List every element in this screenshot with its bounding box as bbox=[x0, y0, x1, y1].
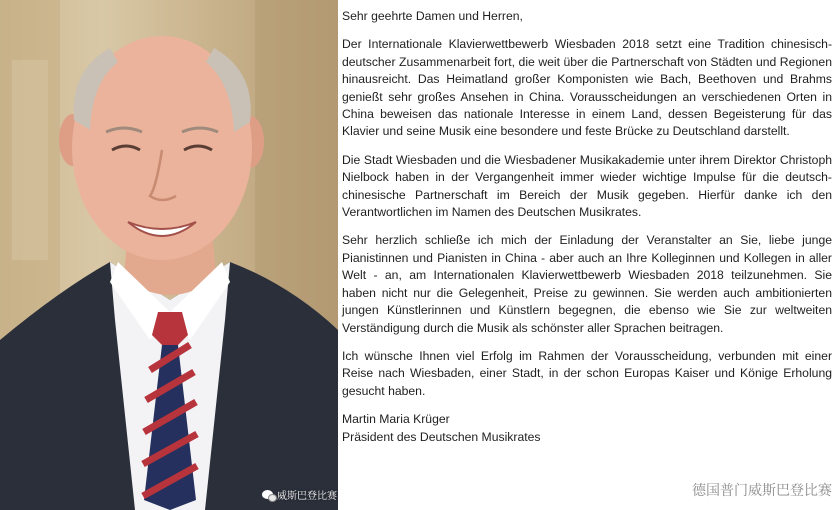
portrait-photo bbox=[0, 0, 338, 510]
signature-name: Martin Maria Krüger bbox=[342, 412, 450, 427]
letter-salutation: Sehr geehrte Damen und Herren, bbox=[342, 9, 523, 23]
wechat-icon bbox=[262, 490, 273, 499]
watermark-left bbox=[262, 487, 337, 502]
signature-title: Präsident des Deutschen Musikrates bbox=[342, 429, 541, 444]
signature-block bbox=[342, 411, 832, 446]
watermark-left-text: 威斯巴登比赛 bbox=[277, 491, 337, 502]
letter-paragraph-1: Der Internationale Klavierwettbewerb Wiesbaden 2018 setzt eine Tradition chinesisch-deutscher Zusammenarbeit fort, die weit über die Partnerschaft von Städten und Regionen hinausreicht. Das Heimatland großer Komponisten wie Bach, Beethoven und Brahms genießt sehr großes Ansehen in China. Vorausscheidungen an verschiedenen Orten in China beweisen das nationale Interesse in einem Land, dessen Begeisterung für das Klavier und seine Musik eine besondere und feste Brücke zu Deutschland darstellt. bbox=[342, 37, 832, 139]
letter-body bbox=[342, 8, 832, 478]
letter-paragraph-4: Ich wünsche Ihnen viel Erfolg im Rahmen der Vorausscheidung, verbunden mit einer Reise nach Wiesbaden, einer Stadt, in der schon Europas Kaiser und Könige Erholung gesucht haben. bbox=[342, 348, 832, 398]
letter-paragraph-3: Sehr herzlich schließe ich mich der Einladung der Veranstalter an Sie, liebe junge Pianistinnen und Pianisten in China - aber auch an Ihre Kolleginnen und Kollegen in aller Welt - an, am Internationalen Klavierwettbewerb Wiesbaden 2018 teilzunehmen. Sie haben nicht nur die Gelegenheit, Preise zu gewinnen. Sie werden auch ambitionierten jungen Künstlerinnen und Künstlern begegnen, die ebenso wie Sie zur weltweiten Verständigung durch die Musik als schönster aller Sprachen beitragen. bbox=[342, 233, 832, 335]
portrait-illustration bbox=[0, 0, 338, 510]
letter-paragraph-2: Die Stadt Wiesbaden und die Wiesbadener Musikakademie unter ihrem Direktor Christoph Nielbock haben in der Vergangenheit immer wieder wichtige Impulse für die deutsch-chinesische Partnerschaft im Bereich der Musik gegeben. Hierfür danke ich den Verantwortlichen im Namen des Deutschen Musikrates. bbox=[342, 152, 832, 220]
watermark-right: 德国普门威斯巴登比赛 bbox=[692, 482, 832, 498]
